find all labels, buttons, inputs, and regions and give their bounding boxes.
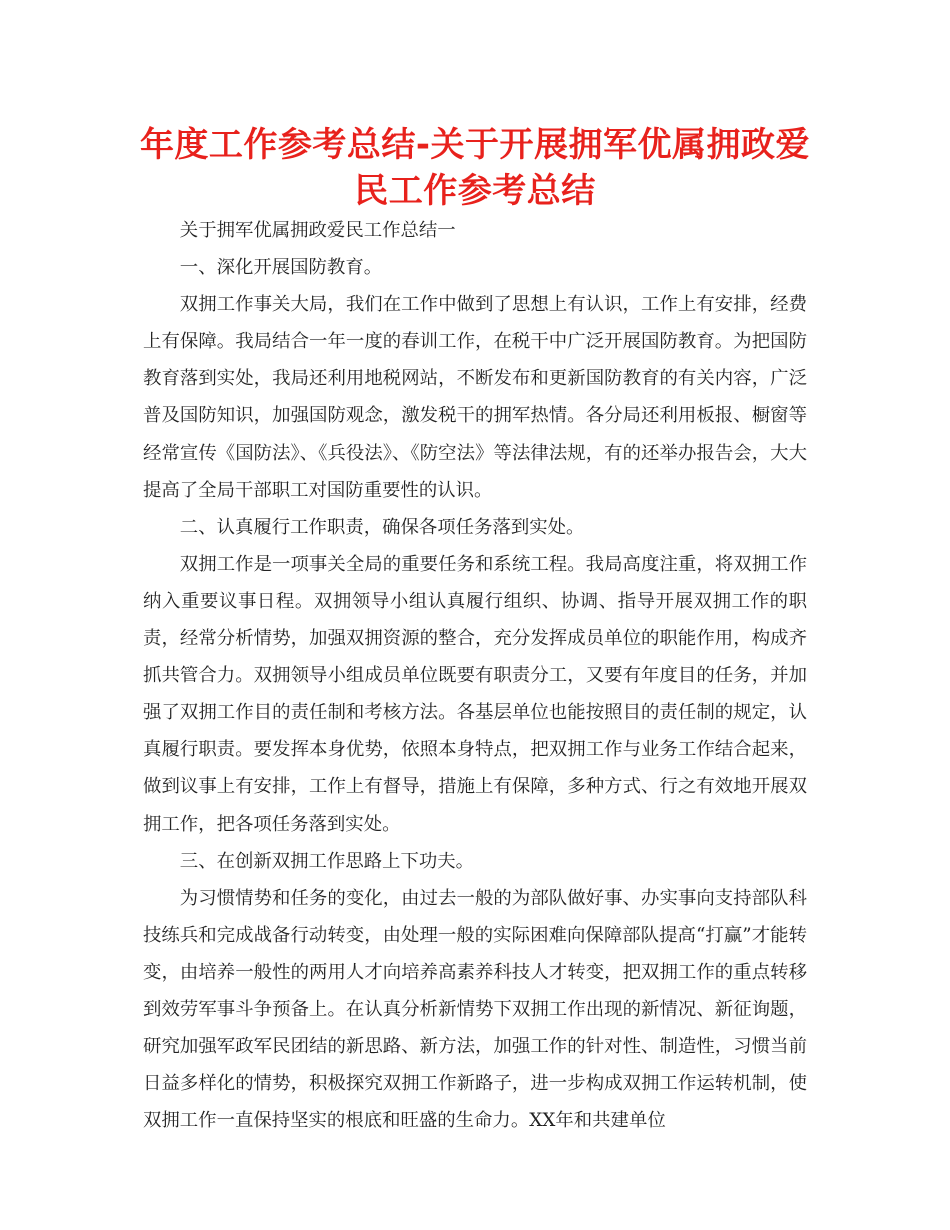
paragraph: 为习惯情势和任务的变化，由过去一般的为部队做好事、办实事向支持部队科技练兵和完成战备行动转变，由处理一般的实际困难向保障部队提高“打赢”才能转变，由培养一般性的两用人才向培养高素养科技人才转变，把双拥工作的重点转移到效劳军事斗争预备上。在认真分析新情势下双拥工作出现的新情况、新征询题，研究加强军政军民团结的新思路、新方法，加强工作的针对性、制造性，习惯当前日益多样化的情势，积极探究双拥工作新路子，进一步构成双拥工作运转机制，使双拥工作一直保持坚实的根底和旺盛的生命力。XX年和共建单位	[143, 887, 807, 1132]
paragraph: 双拥工作是一项事关全局的重要任务和系统工程。我局高度注重，将双拥工作纳入重要议事日程。双拥领导小组认真履行组织、协调、指导开展双拥工作的职责，经常分析情势，加强双拥资源的整合，充分发挥成员单位的职能作用，构成齐抓共管合力。双拥领导小组成员单位既要有职责分工，又要有年度目的任务，并加强了双拥工作目的责任制和考核方法。各基层单位也能按照目的责任制的规定，认真履行职责。要发挥本身优势，依照本身特点，把双拥工作与业务工作结合起来，做到议事上有安排，工作上有督导，措施上有保障，多种方式、行之有效地开展双拥工作，把各项任务落到实处。	[143, 553, 807, 835]
document-body	[143, 212, 807, 1139]
section-heading-1: 一、深化开展国防教育。	[179, 257, 383, 279]
paragraph-subtitle: 关于拥军优属拥政爱民工作总结一	[179, 220, 456, 241]
section-heading-2: 二、认真履行工作职责，确保各项任务落到实处。	[179, 516, 585, 538]
paragraph: 双拥工作事关大局，我们在工作中做到了思想上有认识，工作上有安排，经费上有保障。我局结合一年一度的春训工作，在税干中广泛开展国防教育。为把国防教育落到实处，我局还利用地税网站，不断发布和更新国防教育的有关内容，广泛普及国防知识，加强国防观念，激发税干的拥军热情。各分局还利用板报、橱窗等经常宣传《国防法》、《兵役法》、《防空法》等法律法规，有的还举办报告会，大大提高了全局干部职工对国防重要性的认识。	[143, 294, 807, 501]
section-heading-3: 三、在创新双拥工作思路上下功夫。	[179, 850, 475, 872]
document-title: 年度工作参考总结-关于开展拥军优属拥政爱民工作参考总结	[139, 125, 811, 211]
